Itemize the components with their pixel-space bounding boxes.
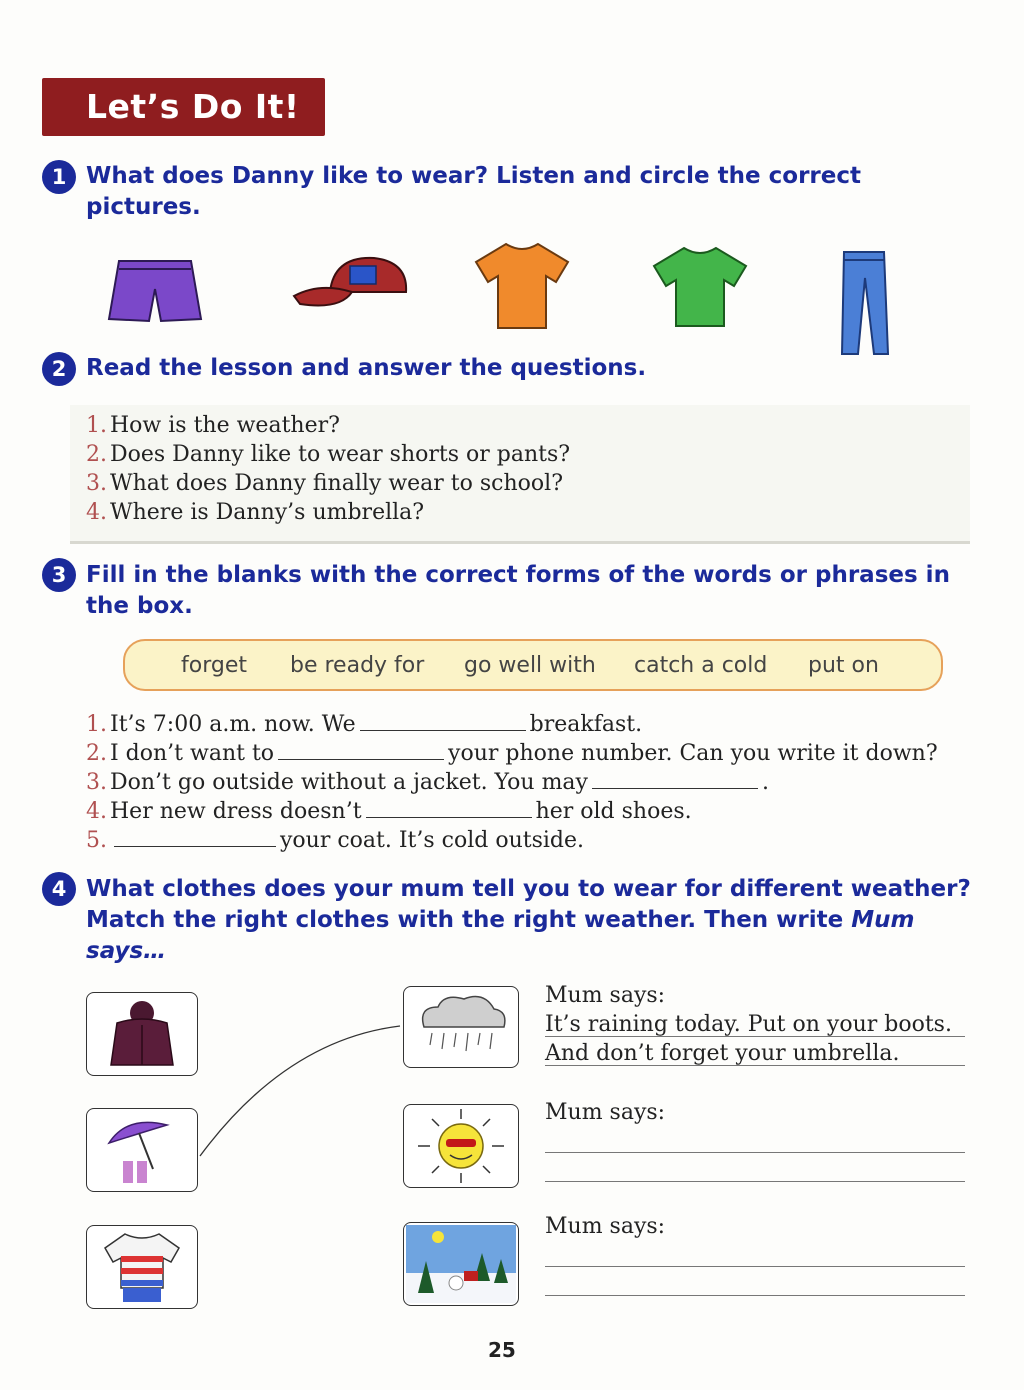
question-2-list xyxy=(86,411,570,527)
list-item: 1. It’s 7:00 a.m. now. We breakfast. xyxy=(86,712,643,737)
question-2-number: 2 xyxy=(42,352,76,386)
word-put-on: put on xyxy=(808,653,879,678)
word-go-well-with: go well with xyxy=(464,653,596,678)
striped-shirt-icon xyxy=(87,1226,197,1308)
list-item: 4. Her new dress doesn’t her old shoes. xyxy=(86,799,692,824)
question-3-number: 3 xyxy=(42,558,76,592)
matching-line xyxy=(196,1020,406,1160)
cap-icon[interactable] xyxy=(290,252,412,314)
answer-line[interactable] xyxy=(545,1065,965,1066)
question-4-line-2: Match the right clothes with the right weather. Then write Mum xyxy=(86,907,915,933)
mum-says-example-line-2: And don’t forget your umbrella. xyxy=(545,1041,900,1066)
umbrella-boots-icon xyxy=(87,1109,197,1191)
answer-line[interactable] xyxy=(545,1181,965,1182)
word-catch-a-cold: catch a cold xyxy=(634,653,768,678)
question-3-line-2: the box. xyxy=(86,593,193,619)
mum-says-label-1: Mum says: xyxy=(545,983,666,1008)
question-1-line-1: What does Danny like to wear? Listen and circle the correct xyxy=(86,163,861,189)
mum-says-label-2: Mum says: xyxy=(545,1100,666,1125)
rain-cloud-icon xyxy=(404,987,518,1067)
answer-line[interactable] xyxy=(545,1295,965,1296)
answer-blank[interactable] xyxy=(278,741,444,760)
question-4-line-3: says… xyxy=(86,938,167,964)
lets-do-it-banner: Let’s Do It! xyxy=(42,78,325,136)
question-2-text: Read the lesson and answer the questions. xyxy=(86,355,647,381)
jacket-picture[interactable] xyxy=(86,992,198,1076)
word-box xyxy=(123,639,943,691)
question-4-text xyxy=(86,874,971,967)
answer-blank[interactable] xyxy=(366,799,532,818)
jeans-icon[interactable] xyxy=(838,248,892,360)
umbrella-boots-picture[interactable] xyxy=(86,1108,198,1192)
word-be-ready-for: be ready for xyxy=(290,653,425,678)
answer-blank[interactable] xyxy=(360,712,526,731)
answer-line[interactable] xyxy=(545,1266,965,1267)
page-number: 25 xyxy=(488,1338,516,1362)
question-3-line-1: Fill in the blanks with the correct forms of the words or phrases in xyxy=(86,562,950,588)
rain-picture[interactable] xyxy=(403,986,519,1068)
list-item: 2. Does Danny like to wear shorts or pants? xyxy=(86,442,571,467)
sun-icon xyxy=(404,1105,518,1187)
orange-tshirt-icon[interactable] xyxy=(472,240,572,332)
shorts-icon[interactable] xyxy=(105,255,205,327)
question-4-line-1: What clothes does your mum tell you to wear for different weather? xyxy=(86,876,971,902)
mum-says-example-line-1: It’s raining today. Put on your boots. xyxy=(545,1012,952,1037)
answer-blank[interactable] xyxy=(592,770,758,789)
striped-shirt-picture[interactable] xyxy=(86,1225,198,1309)
green-tshirt-icon[interactable] xyxy=(650,244,750,330)
list-item: 3. Don’t go outside without a jacket. You may . xyxy=(86,770,769,795)
question-3-list xyxy=(86,710,938,855)
mum-says-label-3: Mum says: xyxy=(545,1214,666,1239)
word-forget: forget xyxy=(181,653,247,678)
list-item: 5. your coat. It’s cold outside. xyxy=(86,828,585,853)
question-1-number: 1 xyxy=(42,160,76,194)
answer-line[interactable] xyxy=(545,1152,965,1153)
list-item: 1. How is the weather? xyxy=(86,413,340,438)
list-item: 4. Where is Danny’s umbrella? xyxy=(86,500,425,525)
jacket-icon xyxy=(87,993,197,1075)
sun-picture[interactable] xyxy=(403,1104,519,1188)
question-3-text xyxy=(86,560,950,622)
question-1-text xyxy=(86,161,861,223)
snow-scene-icon xyxy=(404,1223,518,1305)
question-4-number: 4 xyxy=(42,872,76,906)
snow-picture[interactable] xyxy=(403,1222,519,1306)
answer-line[interactable] xyxy=(545,1036,965,1037)
list-item: 2. I don’t want to your phone number. Can you write it down? xyxy=(86,741,938,766)
answer-blank[interactable] xyxy=(114,828,276,847)
question-1-line-2: pictures. xyxy=(86,194,201,220)
list-item: 3. What does Danny finally wear to school? xyxy=(86,471,563,496)
